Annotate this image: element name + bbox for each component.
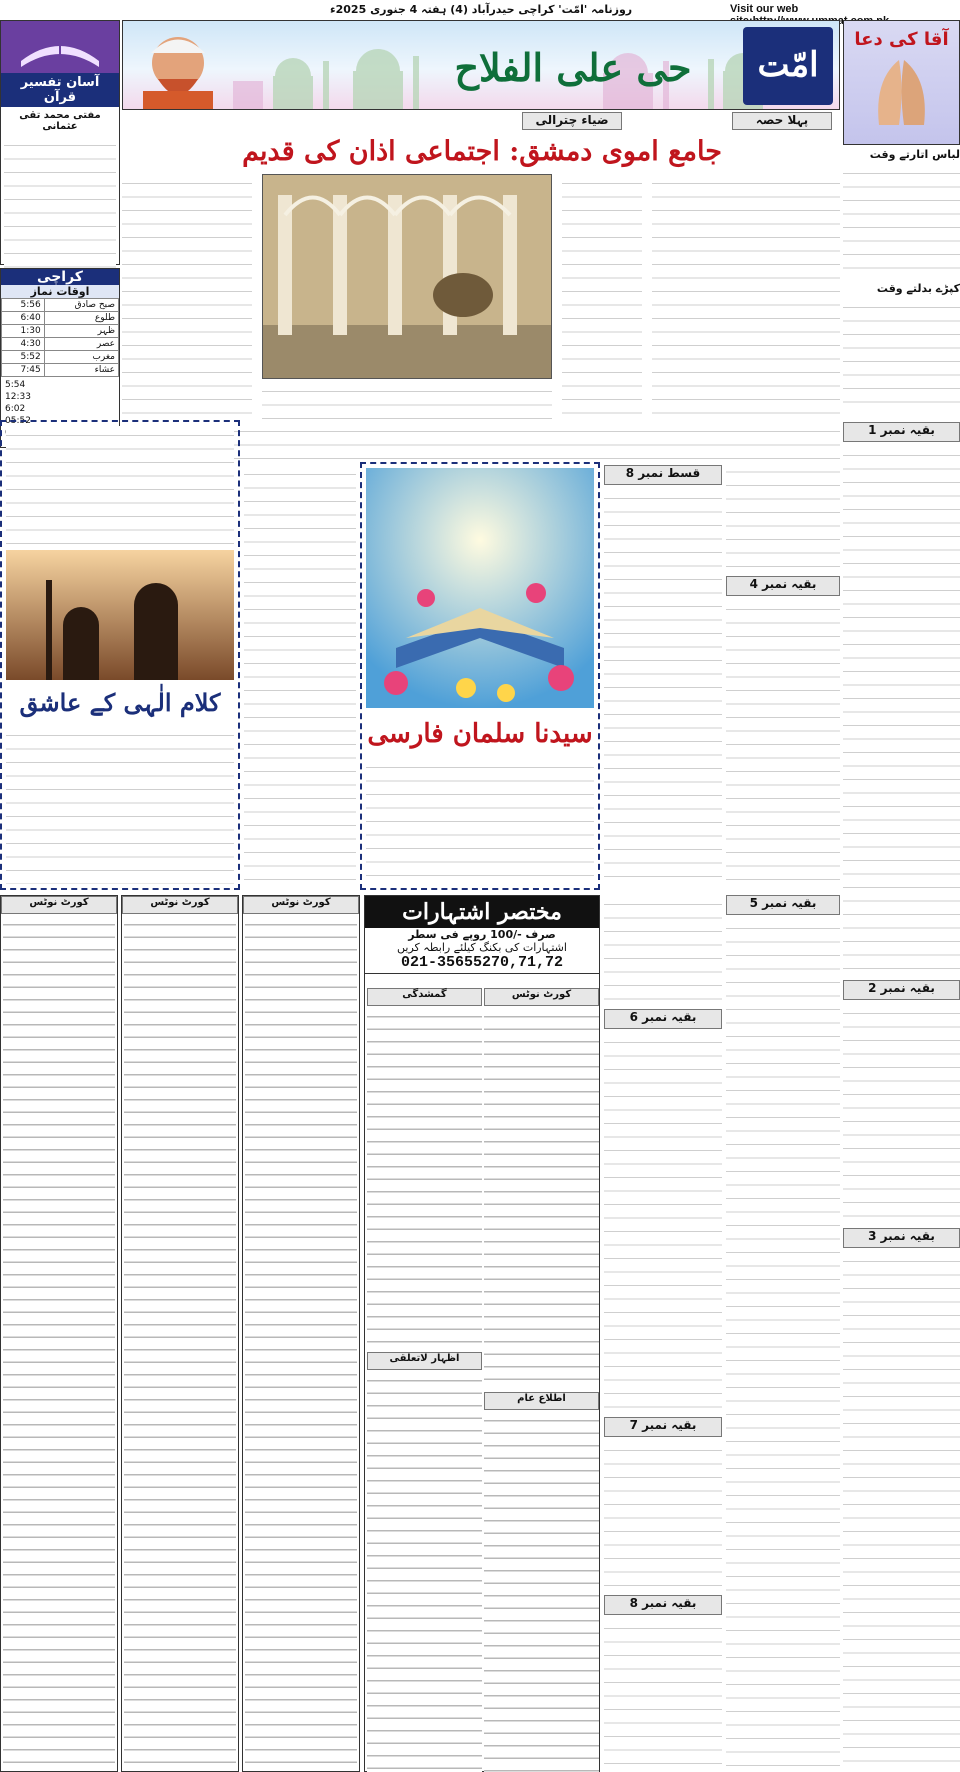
lead-text-col-mid: [562, 174, 642, 419]
dua-text-1: [843, 164, 960, 279]
feature-salman-headline: سیدنا سلمان فارسی: [367, 719, 593, 749]
court-notice-col-2: [121, 895, 239, 1772]
silhouette-mosque-photo: [6, 550, 234, 680]
continued-column-lower-b: [726, 895, 840, 1772]
classifieds-section-disown: اظہار لاتعلقی: [367, 1352, 482, 1370]
prayer-row: عصر 4:30: [2, 338, 119, 351]
tafseer-author: مفتی محمد تقی عثمانی: [19, 110, 101, 132]
dua-text-column: [843, 148, 960, 418]
classifieds-section-lost: گمشدگی: [367, 988, 482, 1006]
classifieds-col-right: [484, 988, 599, 1768]
series-text: [604, 489, 722, 889]
extra-times: 5:54 12:33 6:02 05:52: [5, 380, 31, 426]
prayer-row: مغرب 5:52: [2, 351, 119, 364]
classifieds-box: [364, 895, 600, 1772]
continued-text-3: [843, 1252, 960, 1772]
feature-kalam-box: [0, 420, 240, 890]
prayer-row: عشاء 7:45: [2, 364, 119, 377]
continued-label-8: بقیہ نمبر 8: [604, 1595, 722, 1615]
lead-label: پہلا حصہ: [732, 112, 832, 130]
feature-salman-text: [366, 758, 594, 884]
prayer-table: [1, 298, 119, 377]
continued-label-6: بقیہ نمبر 6: [604, 1009, 722, 1029]
tafseer-box: [0, 20, 120, 265]
court-notice-text-3: [245, 916, 357, 1771]
quran-book-icon: [1, 21, 119, 73]
continued-label-2: بقیہ نمبر 2: [843, 980, 960, 1000]
lead-text-below-photo: [262, 382, 552, 419]
city-name: کراچی: [1, 269, 119, 285]
dua-title: آقا کی دعا: [854, 29, 949, 50]
court-notice-title-3: کورٹ نوٹس: [243, 896, 359, 914]
continued-label-1: بقیہ نمبر 1: [843, 422, 960, 442]
column-text-a: [244, 465, 356, 890]
masthead-banner: [122, 20, 840, 110]
tafseer-text: [4, 136, 116, 276]
classifieds-title: مختصر اشتہارات: [365, 896, 599, 928]
continued-label-5: بقیہ نمبر 5: [726, 895, 840, 915]
court-notice-text-1: [3, 916, 115, 1771]
continued-text-5: [726, 919, 840, 1769]
website-link[interactable]: Visit our web: [730, 3, 799, 15]
classifieds-text-d: [484, 1412, 599, 1772]
classifieds-text-c: [484, 1008, 599, 1388]
mosque-interior-photo: [262, 174, 552, 379]
open-book-flowers-illustration: [366, 468, 594, 708]
court-notice-title-1: کورٹ نوٹس: [1, 896, 117, 914]
dua-sub1: لباس اتارتے وقت: [869, 148, 960, 161]
continued-label-4: بقیہ نمبر 4: [726, 576, 840, 596]
feature-salman-box: [360, 462, 600, 890]
dateline: روزنامہ 'امّت' کراچی حیدرآباد (4) ہفتہ 4 جنوری 2025ء: [330, 3, 633, 16]
continued-text-7: [604, 1441, 722, 1591]
continued-text-4: [726, 600, 840, 890]
lead-text-col-left: [122, 174, 252, 419]
court-notices-area: [0, 895, 360, 1772]
tafseer-title: آسان تفسیر قرآن: [1, 73, 119, 107]
lead-headline: جامع اموی دمشق: اجتماعی اذان کی قدیم: [242, 136, 722, 167]
continued-label-3: بقیہ نمبر 3: [843, 1228, 960, 1248]
court-notice-col-3: [242, 895, 360, 1772]
lead-kicker: ضیاء چترالی: [522, 112, 622, 130]
court-notice-text-2: [124, 916, 236, 1771]
classifieds-section-notice: اطلاع عام: [484, 1392, 599, 1410]
newspaper-logo: امّت: [743, 27, 833, 105]
continued-text-lower-a0: [604, 895, 722, 1005]
continued-column-lower-a: [604, 895, 722, 1772]
muezzin-figure: [143, 37, 213, 109]
feature-kalam-text-top: [6, 426, 234, 546]
lead-story: [122, 112, 840, 422]
dua-box: [843, 20, 960, 145]
series-column: [604, 465, 722, 890]
praying-hands-icon: [844, 50, 959, 130]
continued-column-mid: [726, 422, 840, 892]
classifieds-phone: 021-35655270,71,72: [365, 954, 599, 974]
classifieds-text-a: [367, 1008, 482, 1348]
continued-text-6: [604, 1033, 722, 1413]
prayer-row: ظہر 1:30: [2, 325, 119, 338]
continued-text-2: [843, 1004, 960, 1224]
continued-text-a: [726, 422, 840, 572]
continued-label-7: بقیہ نمبر 7: [604, 1417, 722, 1437]
classifieds-col-left: [367, 988, 482, 1768]
classifieds-rate: صرف -/100 روپے فی سطر: [408, 928, 556, 941]
classifieds-text-b: [367, 1372, 482, 1772]
feature-kalam-text-bottom: [6, 726, 234, 884]
top-line: [0, 0, 960, 20]
court-notice-title-2: کورٹ نوٹس: [122, 896, 238, 914]
prayer-header: اوقات نماز: [1, 285, 119, 298]
classifieds-contact-line: اشتہارات کی بکنگ کیلئے رابطہ کریں: [397, 941, 567, 954]
court-notice-col-1: [0, 895, 118, 1772]
dua-sub2: کپڑے بدلتے وقت: [876, 282, 960, 295]
prayer-row: طلوع 6:40: [2, 312, 119, 325]
classifieds-section-court: کورٹ نوٹس: [484, 988, 599, 1006]
masthead-slogan: حی علی الفلاح: [454, 45, 692, 90]
dua-text-2: [843, 298, 960, 413]
feature-kalam-headline: کلام الٰہی کے عاشق: [19, 688, 221, 717]
continued-text-1: [843, 446, 960, 976]
continued-column-right: [843, 422, 960, 1772]
prayer-row: صبح صادق 5:56: [2, 299, 119, 312]
lead-text-col-right: [652, 174, 840, 419]
series-label: قسط نمبر 8: [604, 465, 722, 485]
continued-text-8: [604, 1619, 722, 1769]
